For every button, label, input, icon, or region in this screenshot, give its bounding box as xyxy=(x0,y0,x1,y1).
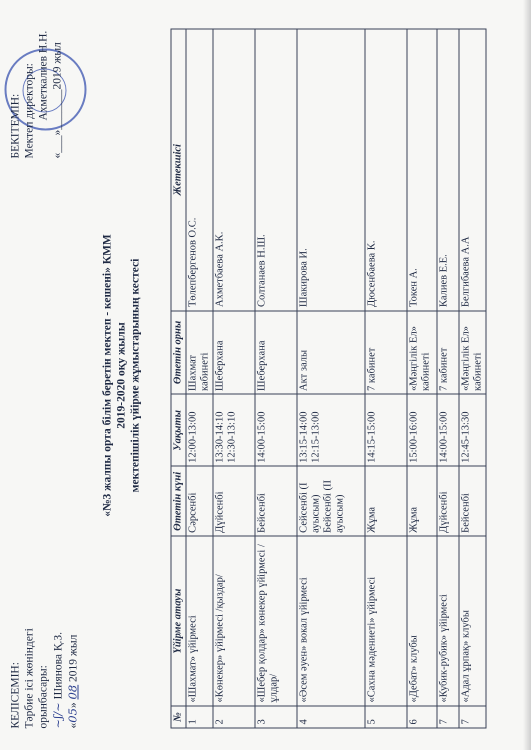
row-number: 3 xyxy=(255,706,297,728)
row-number: 7 xyxy=(437,706,459,728)
row-time: 14:00-15:00 xyxy=(255,394,297,466)
table-row xyxy=(407,29,437,728)
row-time: 13:30-14:10 12:30-13:10 xyxy=(213,394,255,466)
agreed-line2: орынбасары: xyxy=(37,664,49,728)
row-number: 2 xyxy=(213,706,255,728)
row-time: 14:00-15:00 xyxy=(437,394,459,466)
header-leader: Жетекшісі xyxy=(171,29,186,311)
page-edge-shadow xyxy=(523,0,531,750)
table-row xyxy=(186,29,213,728)
heading-line3: мектепішілік үйірме жұмыстарының кестесі xyxy=(129,258,141,492)
row-day: Дүйсенбі xyxy=(437,466,459,536)
row-leader: Калиев Е.Е. xyxy=(437,29,459,311)
row-club-name: «Көнекер» үйірмесі /қыздар/ xyxy=(213,536,255,706)
row-club-name: «Адал ұрпақ» клубы xyxy=(459,536,486,706)
agreed-date xyxy=(65,628,80,728)
agreed-title: КЕЛІСЕМІН: xyxy=(9,661,21,728)
schedule-table xyxy=(170,28,486,728)
table-row xyxy=(365,29,407,728)
row-day: Бейсенбі xyxy=(459,466,486,536)
row-day: Бейсенбі xyxy=(255,466,297,536)
date-quote-open: « xyxy=(67,722,79,728)
signature-left: ~ʃ/~ xyxy=(50,701,64,728)
agreed-name: Шиянова Қ.З. xyxy=(52,631,64,699)
row-day: Сәрсенбі xyxy=(186,466,213,536)
row-leader: Ахметбаева А.К. xyxy=(213,29,255,311)
row-day: Сейсенбі (І ауысым) Бейсенбі (ІІ ауысым) xyxy=(297,466,365,536)
row-number: 5 xyxy=(365,706,407,728)
table-row xyxy=(437,29,459,728)
agreed-name-line xyxy=(50,628,65,728)
date-quote-close: » xyxy=(67,701,79,708)
row-club-name: «Кубик-рубик» үйірмесі xyxy=(437,536,459,706)
header-day: Өтетін күні xyxy=(171,466,186,536)
header-place: Өтетін орны xyxy=(171,310,186,394)
table-row xyxy=(213,29,255,728)
approval-right-block xyxy=(8,30,64,158)
row-time: 12:45-13:30 xyxy=(459,394,486,466)
row-place: Шеберхана xyxy=(255,310,297,394)
header-time: Уақыты xyxy=(171,394,186,466)
approved-date: «___»_______2019 жыл xyxy=(51,41,63,158)
row-day: Жұма xyxy=(407,466,437,536)
row-number: 4 xyxy=(297,706,365,728)
row-place: Шахмат кабинеті xyxy=(186,310,213,394)
approved-name: Ахметкалиев Н.Н. xyxy=(37,30,49,120)
approval-left-block xyxy=(8,628,80,728)
table-row xyxy=(459,29,486,728)
row-club-name: «Шебер қолдар» көнекер үйірмесі /ұлдар/ xyxy=(255,536,297,706)
row-club-name: «Шахмат» үйірмесі xyxy=(186,536,213,706)
row-leader: Белгибаева А.А xyxy=(459,29,486,311)
agreed-line1: Тәрбие ісі жөніндегі xyxy=(23,627,35,728)
heading-line2: 2019-2020 оқу жылы xyxy=(115,321,127,429)
row-number: 6 xyxy=(407,706,437,728)
date-day: 05 xyxy=(65,707,79,723)
row-place: 7 кабинет xyxy=(437,310,459,394)
row-leader: Токен А. xyxy=(407,29,437,311)
row-day: Дүйсенбі xyxy=(213,466,255,536)
row-time: 12:00-13:00 xyxy=(186,394,213,466)
table-header-row xyxy=(171,29,186,728)
approved-line1: Мектеп директоры: xyxy=(23,62,35,158)
row-place: «Мәңгілік Ел» кабинеті xyxy=(407,310,437,394)
row-day: Жұма xyxy=(365,466,407,536)
row-time: 13:15-14:00 12:15-13:00 xyxy=(297,394,365,466)
row-club-name: «Әсем әуен» вокал үйірмесі xyxy=(297,536,365,706)
header-number: № xyxy=(171,706,186,728)
row-number: 7 xyxy=(459,706,486,728)
row-place: «Мәңгілік Ел» кабинеті xyxy=(459,310,486,394)
row-club-name: «Сахна мәдениеті» үйірмесі xyxy=(365,536,407,706)
document-heading xyxy=(100,0,142,750)
table-row xyxy=(255,29,297,728)
row-time: 14:15-15:00 xyxy=(365,394,407,466)
row-leader: Дюсенбаева К. xyxy=(365,29,407,311)
approved-title: БЕКІТЕМІН: xyxy=(9,93,21,158)
row-place: Акт залы xyxy=(297,310,365,394)
date-month: 08 xyxy=(65,684,79,699)
header-club-name: Үйірме атауы xyxy=(171,536,186,706)
row-number: 1 xyxy=(186,706,213,728)
row-place: 7 кабинет xyxy=(365,310,407,394)
row-place: Шеберхана xyxy=(213,310,255,394)
row-leader: Төлепбергенов О.С. xyxy=(186,29,213,311)
row-time: 15:00-16:00 xyxy=(407,394,437,466)
row-leader: Солтанаев Н.Ш. xyxy=(255,29,297,311)
date-year: 2019 жыл xyxy=(67,634,79,682)
row-leader: Шакирова И. xyxy=(297,29,365,311)
table-row xyxy=(297,29,365,728)
heading-line1: «№3 жалпы орта білім беретін мектеп - кешені» КММ xyxy=(101,233,113,517)
row-club-name: «Дебат» клубы xyxy=(407,536,437,706)
